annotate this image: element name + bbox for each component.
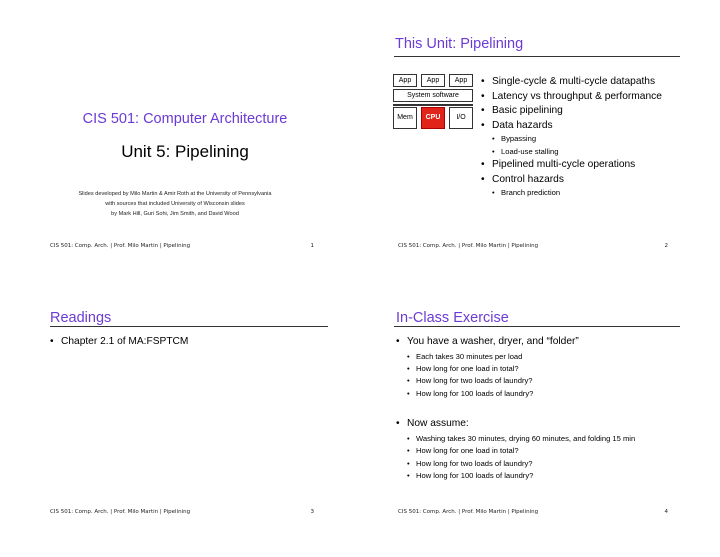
sub-bullet-item: • How long for 100 loads of laundry? [407, 470, 635, 482]
slide-footer [50, 243, 314, 249]
slide-title: Readings [50, 310, 112, 326]
credits-line: with sources that included University of Wisconsin slides [105, 201, 245, 207]
bullet-item [396, 417, 635, 482]
bullet-item [481, 158, 662, 173]
bullet-text: Pipelined multi-cycle operations [492, 159, 636, 171]
system-software-box: System software [393, 89, 473, 102]
footer-text: CIS 501: Comp. Arch. | Prof. Milo Martin | Pipelining [398, 243, 539, 249]
bullet-item [481, 90, 662, 105]
bullet-item [481, 104, 662, 119]
slide-4 [345, 278, 705, 556]
sub-bullet-list [492, 133, 662, 158]
unit-title: Unit 5: Pipelining [121, 142, 249, 161]
bullet-text: Single-cycle & multi-cycle datapaths [492, 76, 656, 87]
bullet-item [50, 335, 188, 350]
bullet-item [481, 75, 662, 90]
course-title: CIS 501: Computer Architecture [82, 111, 288, 127]
bullet-text: Control hazards [492, 173, 564, 185]
io-box: I/O [449, 107, 473, 129]
sub-bullet-item: • How long for 100 loads of laundry? [407, 388, 635, 400]
credits-line: Slides developed by Milo Martin & Amir Roth at the University of Pennsylvania [78, 191, 272, 197]
slide-title: In-Class Exercise [396, 310, 509, 326]
slide-1 [0, 0, 360, 278]
title-rule [394, 56, 680, 57]
bullet-text: Latency vs throughput & performance [492, 90, 662, 102]
bullet-item [481, 173, 662, 200]
footer-text: CIS 501: Comp. Arch. | Prof. Milo Martin | Pipelining [50, 509, 191, 515]
title-rule [50, 326, 328, 327]
sub-bullet-item: • How long for two loads of laundry? [407, 375, 635, 387]
credits [40, 189, 310, 219]
slide-footer [398, 509, 668, 515]
slide-footer [398, 243, 668, 249]
slide-title: This Unit: Pipelining [395, 36, 524, 52]
cpu-box: CPU [421, 107, 445, 129]
sub-bullet-item: • Bypassing [492, 133, 662, 145]
slide-3 [0, 278, 360, 556]
bullet-text: Data hazards [492, 119, 553, 131]
page-number: 2 [664, 243, 668, 249]
sub-bullet-list [407, 351, 635, 401]
sub-bullet-list [407, 433, 635, 483]
bullet-list [396, 335, 635, 482]
bullet-list [481, 75, 662, 200]
footer-text: CIS 501: Comp. Arch. | Prof. Milo Martin | Pipelining [50, 243, 191, 249]
app-box: App [449, 74, 473, 87]
credits-line: by Mark Hill, Guri Sohi, Jim Smith, and David Wood [111, 211, 239, 217]
stack-divider [393, 104, 473, 106]
bullet-item [396, 335, 635, 400]
slide-footer [50, 509, 314, 515]
app-box: App [421, 74, 445, 87]
bullet-list [50, 335, 188, 350]
sub-bullet-item: • How long for one load in total? [407, 363, 635, 375]
bullet-text: Now assume: [407, 418, 469, 430]
sub-bullet-item: • How long for two loads of laundry? [407, 458, 635, 470]
sub-bullet-item: • Washing takes 30 minutes, drying 60 minutes, and folding 15 min [407, 433, 635, 445]
page-number: 3 [310, 509, 314, 515]
footer-text: CIS 501: Comp. Arch. | Prof. Milo Martin | Pipelining [398, 509, 539, 515]
sub-bullet-item: • How long for one load in total? [407, 445, 635, 457]
title-rule [394, 326, 680, 327]
sub-bullet-item: • Load-use stalling [492, 146, 662, 158]
sub-bullet-item: • Branch prediction [492, 187, 662, 199]
page-number: 4 [664, 509, 668, 515]
bullet-text: You have a washer, dryer, and “folder” [407, 336, 579, 347]
system-stack-diagram [393, 74, 475, 130]
page-number: 1 [310, 243, 314, 249]
bullet-text: Basic pipelining [492, 105, 563, 117]
sub-bullet-item: • Each takes 30 minutes per load [407, 351, 635, 363]
sub-bullet-list [492, 187, 662, 199]
bullet-item [481, 119, 662, 158]
app-box: App [393, 74, 417, 87]
bullet-text: Chapter 2.1 of MA:FSPTCM [61, 336, 189, 347]
slide-2 [345, 0, 705, 278]
mem-box: Mem [393, 107, 417, 129]
